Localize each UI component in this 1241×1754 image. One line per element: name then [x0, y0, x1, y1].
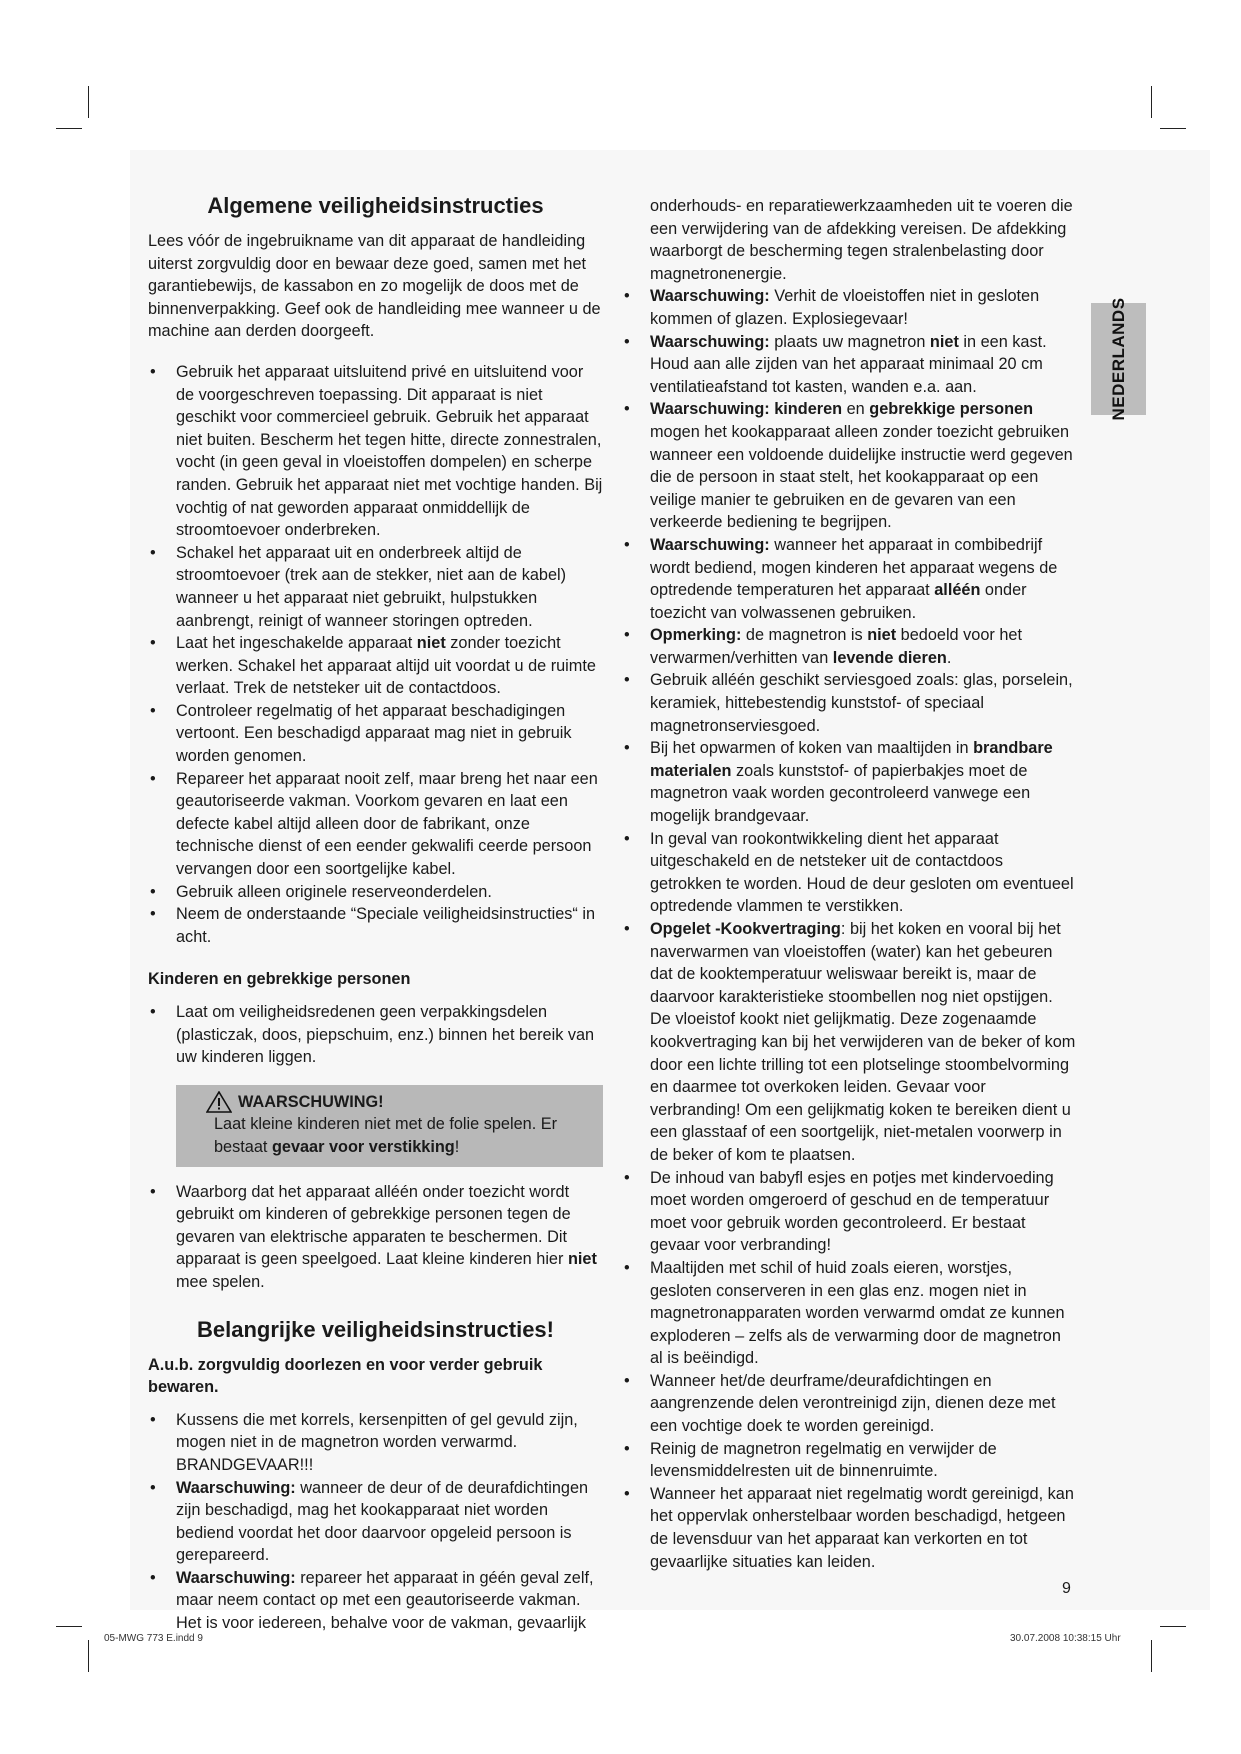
list-item: • Schakel het apparaat uit en onderbreek altijd de stroomtoevoer (trek aan de stekker, niet aan de kabel) wanneer u het apparaat niet gebruikt, hulpstukken aanbrengt, reinigt of wanneer storingen optreden.	[148, 542, 603, 632]
list-item: • Maaltijden met schil of huid zoals eieren, worstjes, gesloten conserveren in een glas enz. mogen niet in magnetronapparaten worden verwarmd omdat ze kunnen exploderen – zelfs als de verwarming door de magnetron al is beëindigd.	[622, 1257, 1077, 1370]
crop-mark	[88, 86, 89, 118]
list-item: • Gebruik alléén geschikt serviesgoed zoals: glas, porselein, keramiek, hittebestendig kunststof- of speciaal magnetronserviesgoed.	[622, 669, 1077, 737]
crop-mark	[1151, 1640, 1152, 1672]
list-item: • De inhoud van babyfl esjes en potjes met kindervoeding moet worden omgeroerd of geschud en de temperatuur moet voor gebruik worden gecontroleerd. Er bestaat gevaar voor verbranding!	[622, 1167, 1077, 1257]
list-item: • Opmerking: de magnetron is niet bedoeld voor het verwarmen/verhitten van levende dieren.	[622, 624, 1077, 669]
right-column	[622, 195, 1077, 1573]
crop-mark	[1151, 86, 1152, 118]
children-heading: Kinderen en gebrekkige personen	[148, 970, 411, 989]
warning-text: Laat kleine kinderen niet met de folie spelen. Er bestaat gevaar voor verstikking!	[214, 1115, 558, 1156]
list-item: • Waarschuwing: plaats uw magnetron niet in een kast. Houd aan alle zijden van het apparaat minimaal 20 cm ventilatieafstand tot kasten, wanden e.a. aan.	[622, 331, 1077, 399]
list-item: • Waarschuwing: Verhit de vloeistoffen niet in gesloten kommen of glazen. Explosiegevaar!	[622, 285, 1077, 330]
children-list	[148, 1001, 603, 1069]
right-list	[622, 285, 1077, 1573]
list-item: • Bij het opwarmen of koken van maaltijden in brandbare materialen zoals kunststof- of papierbakjes moet de magnetron vaak worden gecontroleerd vanwege een mogelijk brandgevaar.	[622, 737, 1077, 827]
warning-triangle-icon	[206, 1091, 232, 1113]
important-list	[148, 1409, 603, 1635]
list-item: • Waarschuwing: wanneer de deur of de deurafdichtingen zijn beschadigd, mag het kookapparaat niet worden bediend voordat het door daarvoor opgeleid persoon is gerepareerd.	[148, 1477, 603, 1567]
crop-mark	[56, 128, 82, 129]
list-item: • Laat het ingeschakelde apparaat niet zonder toezicht werken. Schakel het apparaat altijd uit voordat u de ruimte verlaat. Trek de netsteker uit de contactdoos.	[148, 632, 603, 700]
footer-file-name: 05-MWG 773 E.indd 9	[104, 1633, 203, 1644]
list-item: • Waarschuwing: repareer het apparaat in géén geval zelf, maar neem contact op met een geautoriseerde vakman. Het is voor iedereen, behalve voor de vakman, gevaarlijk	[148, 1567, 603, 1635]
language-side-tab: NEDERLANDS	[1091, 303, 1146, 415]
warning-box	[176, 1085, 603, 1167]
crop-mark	[56, 1626, 82, 1627]
crop-mark	[1160, 128, 1186, 129]
list-item: • Reinig de magnetron regelmatig en verwijder de levensmiddelresten uit de binnenruimte.	[622, 1438, 1077, 1483]
footer-timestamp: 30.07.2008 10:38:15 Uhr	[1010, 1633, 1121, 1644]
list-item: • Neem de onderstaande “Speciale veiligheidsinstructies“ in acht.	[148, 903, 603, 948]
general-list	[148, 361, 603, 948]
list-item: • Controleer regelmatig of het apparaat beschadigingen vertoont. Een beschadigd apparaat mag niet in gebruik worden genomen.	[148, 700, 603, 768]
list-item: • In geval van rookontwikkeling dient het apparaat uitgeschakeld en de netsteker uit de contactdoos getrokken te worden. Houd de deur gesloten om eventueel optredende vlammen te verstikken.	[622, 828, 1077, 918]
section-title-important: Belangrijke veiligheidsinstructies!	[196, 1316, 554, 1342]
list-item: • Gebruik het apparaat uitsluitend privé en uitsluitend voor de voorgeschreven toepassing. Dit apparaat is niet geschikt voor commercieel gebruik. Gebruik het apparaat niet buiten. Bescherm het tegen hitte, directe zonnestralen, vocht (in geen geval in vloeistoffen dompelen) en scherpe randen. Gebruik het apparaat niet met vochtige handen. Bij vochtig of nat geworden apparaat onmiddellijk de stroomtoevoer onderbreken.	[148, 361, 603, 542]
list-item: • Waarborg dat het apparaat alléén onder toezicht wordt gebruikt om kinderen of gebrekkige personen tegen de gevaren van elektrische apparaten te beschermen. Dit apparaat is geen speelgoed. Laat kleine kinderen hier niet mee spelen.	[148, 1181, 603, 1294]
list-item: • Waarschuwing: wanneer het apparaat in combibedrijf wordt bediend, mogen kinderen het apparaat wegens de optredende temperaturen het apparaat alléén onder toezicht van volwassenen gebruiken.	[622, 534, 1077, 624]
list-item: • Kussens die met korrels, kersenpitten of gel gevuld zijn, mogen niet in de magnetron worden verwarmd. BRANDGEVAAR!!!	[148, 1409, 603, 1477]
list-item: • Repareer het apparaat nooit zelf, maar breng het naar een geautoriseerde vakman. Voorkom gevaren en laat een defecte kabel altijd alleen door de fabrikant, onze technische dienst of een eender gekwalifi ceerde persoon vervangen door een soortgelijke kabel.	[148, 768, 603, 881]
list-item: • Waarschuwing: kinderen en gebrekkige personen mogen het kookapparaat alleen zonder toezicht gebruiken wanneer een voldoende duidelijke instructie werd gegeven die de persoon in staat stelt, het kookapparaat op een veilige manier te gebruiken en de gevaren van een verkeerde bediening te begrijpen.	[622, 398, 1077, 534]
page-number: 9	[1062, 1580, 1071, 1597]
list-item: • Wanneer het apparaat niet regelmatig wordt gereinigd, kan het oppervlak onherstelbaar worden beschadigd, hetgeen de levensduur van het apparaat kan verkorten en tot gevaarlijke situaties kan leiden.	[622, 1483, 1077, 1573]
crop-mark	[1160, 1626, 1186, 1627]
intro-paragraph: Lees vóór de ingebruikname van dit apparaat de handleiding uiterst zorgvuldig door en bewaar deze goed, samen met het garantiebewijs, de kassabon en zo mogelijk de doos met de binnenverpakking. Geef ook de handleiding mee wanneer u de machine aan derden doorgeeft.	[148, 232, 601, 341]
continuation-paragraph: onderhouds- en reparatiewerkzaamheden uit te voeren die een verwijdering van de afdekking vereisen. De afdekking waarborgt de bescherming tegen stralenbelasting door magnetronenergie.	[650, 197, 1073, 283]
important-subtitle: A.u.b. zorgvuldig doorlezen en voor verder gebruik bewaren.	[148, 1355, 543, 1397]
crop-mark	[88, 1640, 89, 1672]
warning-title: WAARSCHUWING!	[206, 1091, 595, 1114]
list-item: • Wanneer het/de deurframe/deurafdichtingen en aangrenzende delen verontreinigd zijn, dienen deze met een vochtige doek te worden gereinigd.	[622, 1370, 1077, 1438]
children-list-2	[148, 1181, 603, 1294]
list-item: • Laat om veiligheidsredenen geen verpakkingsdelen (plasticzak, doos, piepschuim, enz.) binnen het bereik van uw kinderen liggen.	[148, 1001, 603, 1069]
section-title-general: Algemene veiligheidsinstructies	[207, 193, 544, 218]
list-item: • Opgelet -Kookvertraging: bij het koken en vooral bij het naverwarmen van vloeistoffen (water) kan het gebeuren dat de kooktemperatuur weliswaar bereikt is, maar de daarvoor karakteristieke stoombellen nog niet opstijgen. De vloeistof kookt niet gelijkmatig. Deze zogenaamde kookvertraging kan bij het verwijderen van de beker of kom door een lichte trilling tot een plotselinge stoombelvorming en daarmee tot overkoken leiden. Gevaar voor verbranding! Om een gelijkmatig koken te bereiken dient u een glasstaaf of een soortgelijk, niet-metalen voorwerp in de beker of kom te plaatsen.	[622, 918, 1077, 1167]
list-item: • Gebruik alleen originele reserveonderdelen.	[148, 881, 603, 904]
left-column	[148, 192, 603, 1635]
